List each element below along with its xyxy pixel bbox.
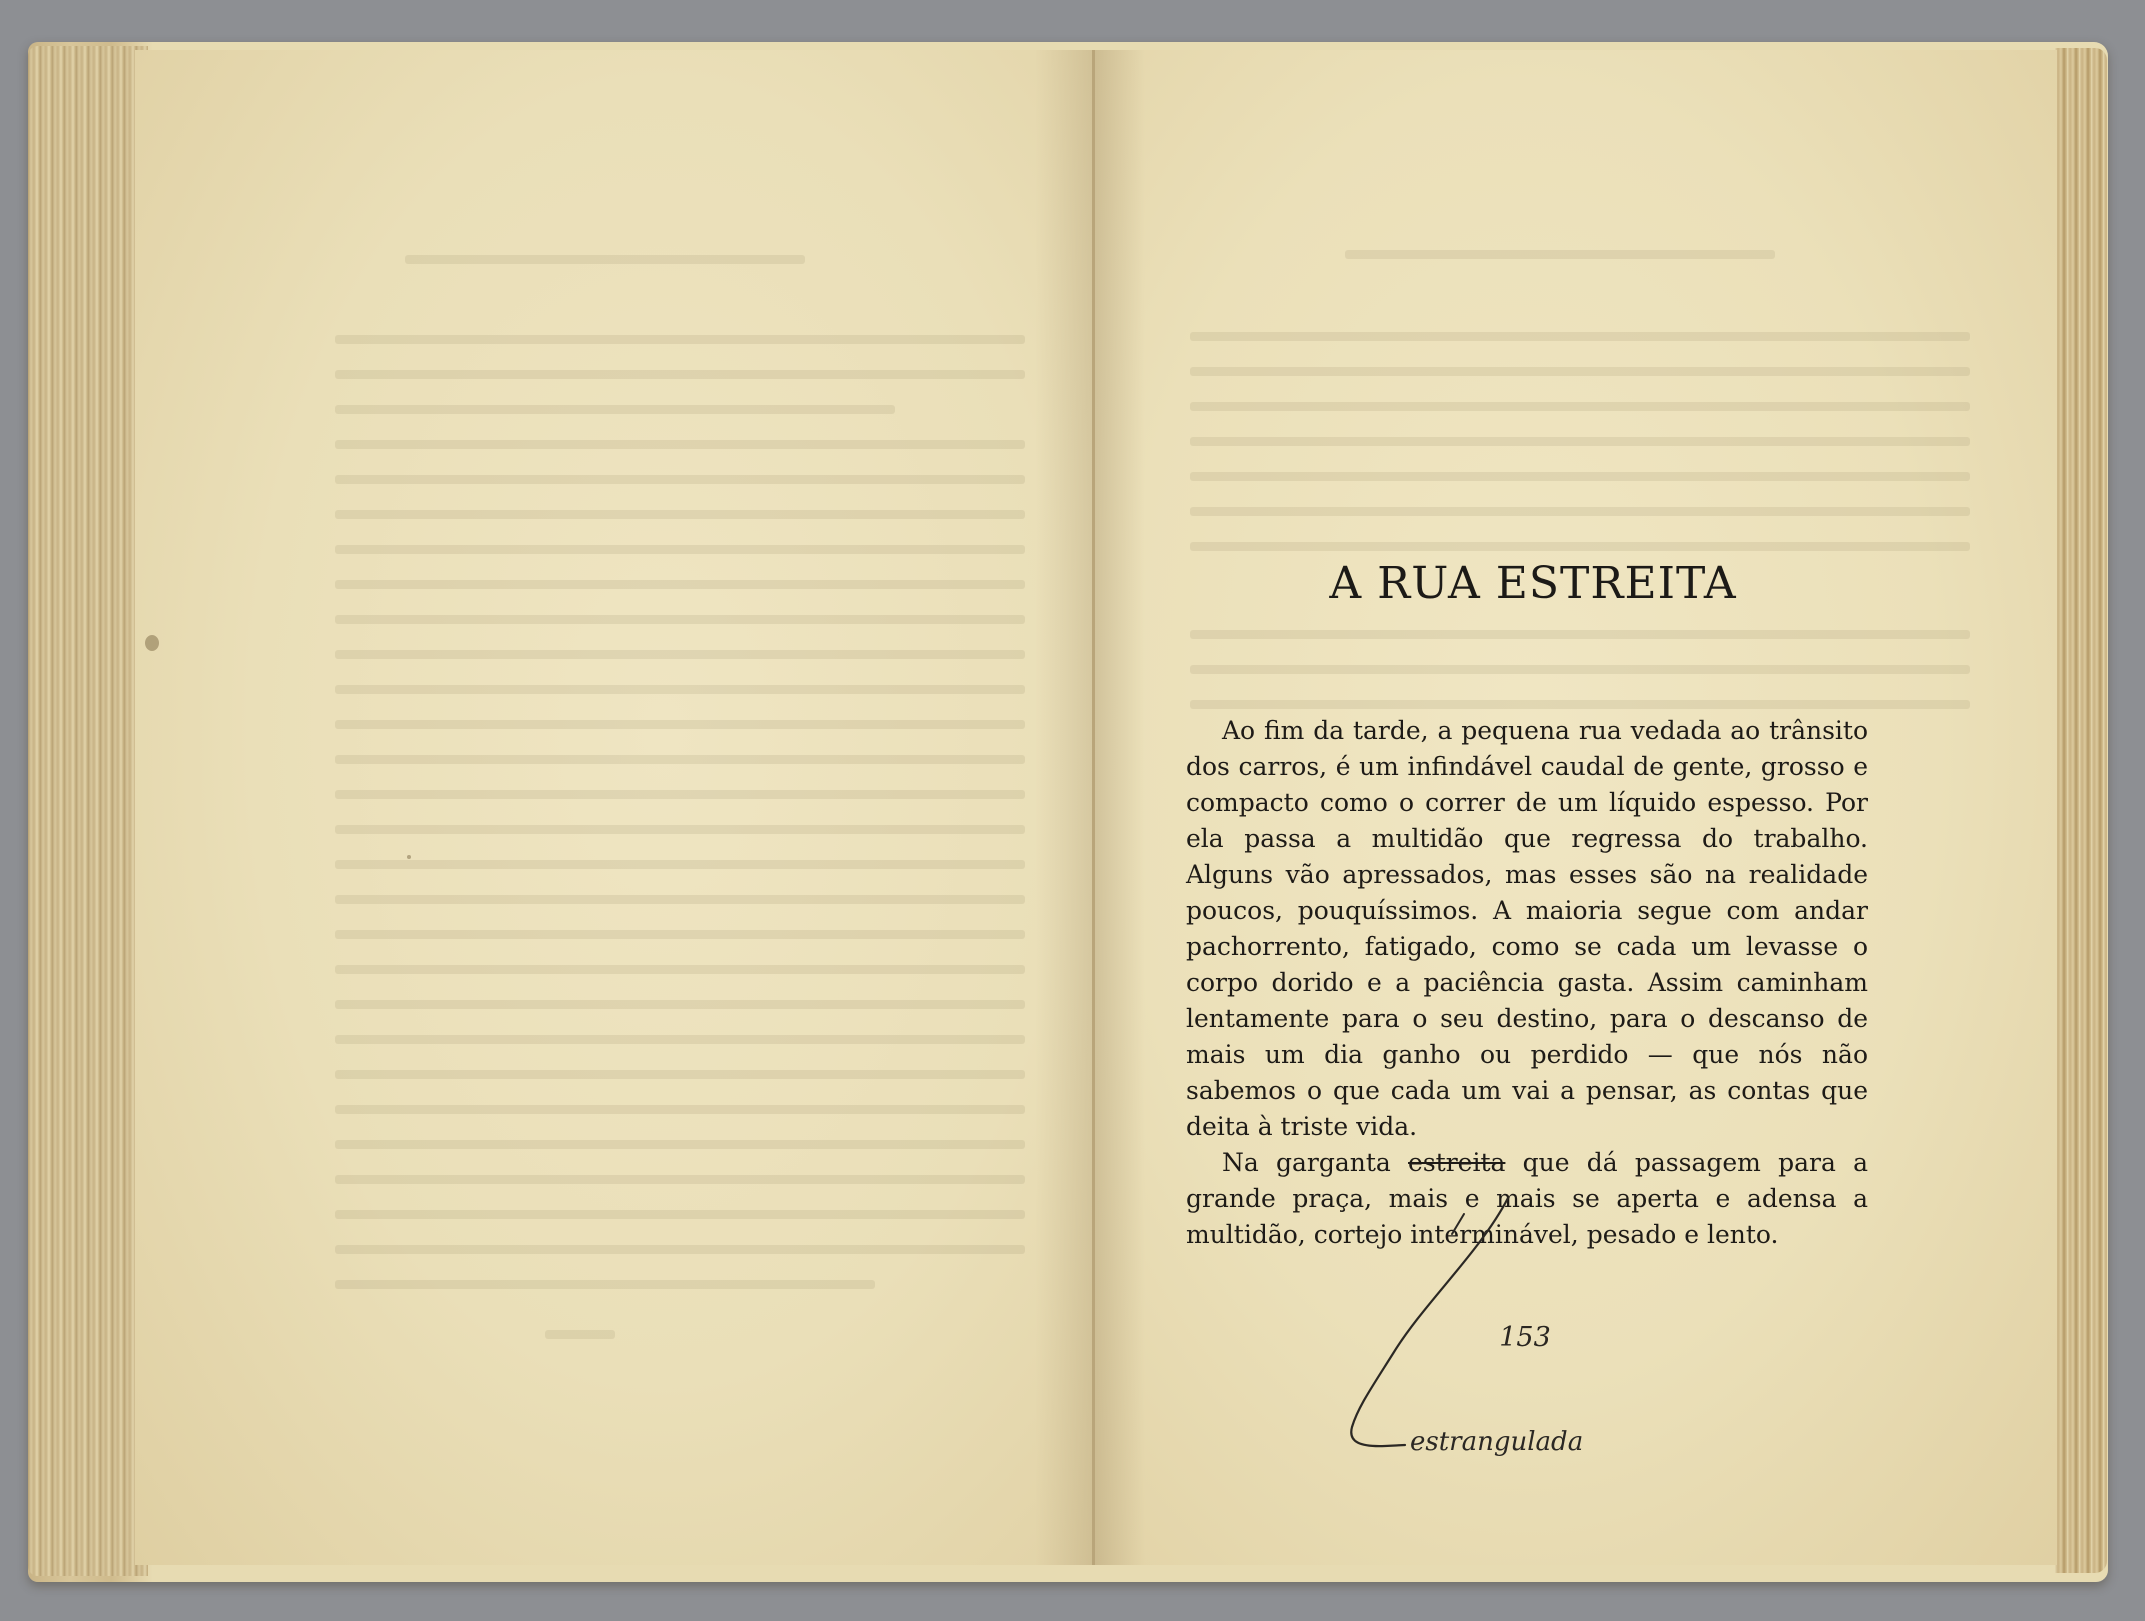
- correction-stroke: [1351, 1198, 1508, 1446]
- show-through-line: [545, 1330, 615, 1339]
- show-through-line: [1190, 700, 1970, 709]
- show-through-line: [335, 755, 1025, 764]
- show-through-line: [335, 335, 1025, 344]
- show-through-line: [1190, 472, 1970, 481]
- chapter-title: A RUA ESTREITA: [1329, 558, 1737, 609]
- page-number: 153: [1499, 1322, 1551, 1353]
- show-through-line: [335, 615, 1025, 624]
- page-edges-right: [2055, 48, 2107, 1573]
- show-through-line: [335, 860, 1025, 869]
- show-through-line: [1190, 437, 1970, 446]
- show-through-line: [335, 580, 1025, 589]
- handwritten-correction: [1330, 1192, 1650, 1472]
- show-through-line: [335, 510, 1025, 519]
- paragraph-1: Ao fim da tarde, a pequena rua vedada ao trânsito dos carros, é um infindável caudal de gente, grosso e compacto como o correr de um líquido espesso. Por ela passa a multidão que regressa do trabalho. Alguns vão apressados, mas esses são na realidade poucos, pouquíssimos. A maioria segue com andar pachorrento, fatigado, como se cada um levasse o corpo dorido e a paciência gasta. Assim caminham lentamente para o seu destino, para o descanso de mais um dia ganho ou perdido — que nós não sabemos o que cada um vai a pensar, as contas que deita à triste vida.: [1186, 716, 1868, 1141]
- show-through-line: [335, 685, 1025, 694]
- show-through-line: [335, 1105, 1025, 1114]
- paragraph-2-rest: que dá passagem para a grande praça, mais e mais se aperta e adensa a multidão, cortejo interminável, pesado e lento.: [1186, 1148, 1868, 1249]
- show-through-line: [1190, 367, 1970, 376]
- show-through-line: [335, 1210, 1025, 1219]
- show-through-line: [335, 825, 1025, 834]
- show-through-line: [335, 545, 1025, 554]
- show-through-line: [1190, 630, 1970, 639]
- show-through-line: [335, 720, 1025, 729]
- show-through-line: [335, 1070, 1025, 1079]
- show-through-line: [335, 895, 1025, 904]
- show-through-line: [335, 930, 1025, 939]
- show-through-line: [335, 1175, 1025, 1184]
- show-through-line: [335, 370, 1025, 379]
- show-through-line: [335, 1280, 875, 1289]
- show-through-line: [335, 965, 1025, 974]
- show-through-line: [335, 475, 1025, 484]
- page-edges-left: [28, 46, 148, 1576]
- caret-mark: [1452, 1214, 1464, 1234]
- show-through-line: [335, 650, 1025, 659]
- show-through-line: [335, 440, 1025, 449]
- left-page: [135, 50, 1095, 1565]
- show-through-line: [335, 405, 895, 414]
- show-through-line: [335, 790, 1025, 799]
- paper-speck: [145, 635, 159, 651]
- show-through-line: [1190, 542, 1970, 551]
- show-through-line: [1345, 250, 1775, 259]
- show-through-line: [335, 1035, 1025, 1044]
- paragraph-2-start: Na garganta: [1222, 1148, 1409, 1177]
- show-through-line: [335, 1000, 1025, 1009]
- show-through-line: [1190, 665, 1970, 674]
- chapter-body: [1186, 713, 1868, 1253]
- handwritten-note: estrangulada: [1410, 1427, 1584, 1457]
- show-through-line: [405, 255, 805, 264]
- paper-speck: [407, 855, 411, 859]
- show-through-line: [1190, 332, 1970, 341]
- show-through-line: [1190, 507, 1970, 516]
- show-through-line: [335, 1140, 1025, 1149]
- show-through-line: [335, 1245, 1025, 1254]
- struck-word: estreita: [1408, 1148, 1506, 1177]
- show-through-line: [1190, 402, 1970, 411]
